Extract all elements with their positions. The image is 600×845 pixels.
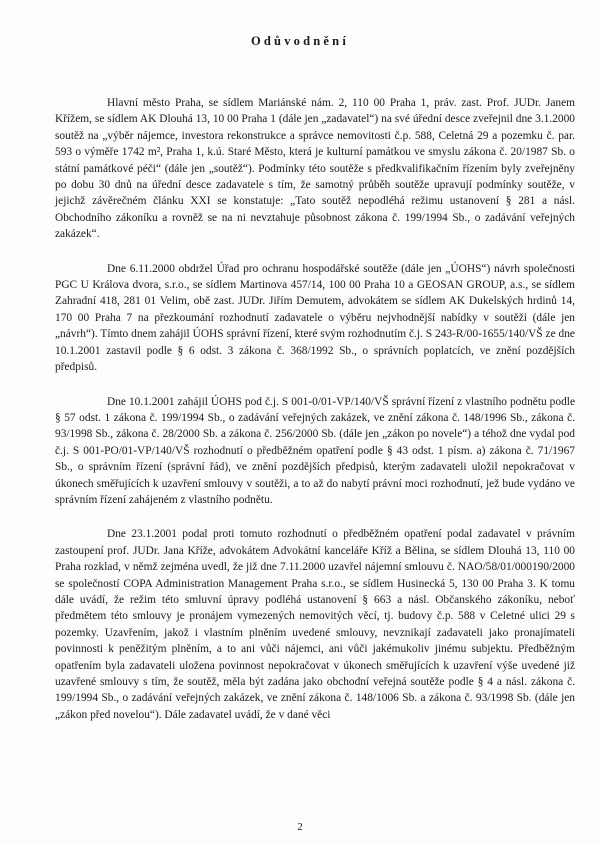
paragraph-3: Dne 10.1.2001 zahájil ÚOHS pod č.j. S 001-0/01-VP/140/VŠ správní řízení z vlastního podnětu podle § 57 odst. 1 zákona č. 199/1994 Sb., o zadávání veřejných zakázek, ve znění zákona č. 148/1996 Sb., zákona č. 93/1998 Sb., zákona č. 28/2000 Sb. a zákona č. 256/2000 Sb. (dále jen „zákon po novele“) a téhož dne vydal pod č.j. S 001-PO/01-VP/140/VŠ rozhodnutí o předběžném opatření podle § 43 odst. 1 písm. a) zákona č. 71/1967 Sb., o správním řízení (správní řád), ve znění pozdějších předpisů, kterým zadavateli uložil nepokračovat v úkonech směřujících k uzavření smlouvy v soutěži, a to až do nabytí právní moci rozhodnutí, jež bude vydáno ve správním řízení zahájeném z vlastního podnětu. (55, 395, 575, 506)
document-body (55, 95, 575, 741)
paragraph-1: Hlavní město Praha, se sídlem Mariánské nám. 2, 110 00 Praha 1, práv. zast. Prof. JUDr. Janem Křížem, se sídlem AK Dlouhá 13, 10 00 Praha 1 (dále jen „zadavatel“) na své úřední desce zveřejnil dne 3.1.2000 soutěž na „výběr nájemce, investora rekonstrukce a správce nemovitosti č.p. 588, Celetná 29 a pozemku č. par. 593 o výměře 1742 m², Praha 1, k.ú. Staré Město, která je kulturní památkou ve smyslu zákona č. 20/1987 Sb. o státní památkové péči“ (dále jen „soutěž“). Podmínky této soutěže s předkvalifikačním řízením byly zveřejněny po dobu 30 dnů na úřední desce zadavatele s tím, že samotný průběh soutěže upravují podmínky soutěže, v jejichž závěrečném článku XXI se konstatuje: „Tato soutěž nepodléhá režimu ustanovení § 281 a násl. Obchodního zákoníku a rovněž se na ni nevztahuje působnost zákona č. 199/1994 Sb., o zadávání veřejných zakázek“. (55, 97, 575, 241)
document-heading: Odůvodnění (250, 34, 349, 48)
paragraph-2: Dne 6.11.2000 obdržel Úřad pro ochranu hospodářské soutěže (dále jen „ÚOHS“) návrh společnosti PGC U Králova dvora, s.r.o., se sídlem Martinova 457/14, 100 00 Praha 10 a GEOSAN GROUP, a.s., se sídlem Zahradní 418, 281 01 Velim, obě zast. JUDr. Jiřím Demutem, advokátem se sídlem AK Dukelských hrdinů 14, 170 00 Praha 7 na přezkoumání rozhodnutí zadavatele o výběru nejvhodnější nabídky v soutěži (dále jen „návrh“). Tímto dnem zahájil ÚOHS správní řízení, které svým rozhodnutím č.j. S 243-R/00-1655/140/VŠ ze dne 10.1.2001 zastavil podle § 6 odst. 3 zákona č. 368/1992 Sb., o správních poplatcích, ve znění pozdějších předpisů. (55, 262, 575, 374)
page-number: 2 (297, 821, 303, 833)
paragraph-4: Dne 23.1.2001 podal proti tomuto rozhodnutí o předběžném opatření podal zadavatel v právním zastoupení prof. JUDr. Jana Kříže, advokátem Advokátní kanceláře Kříž a Bělina, se sídlem Dlouhá 13, 110 00 Praha rozklad, v němž zejména uvedl, že již dne 7.11.2000 uzavřel nájemní smlouvu č. NAO/58/01/000190/2000 se společností COPA Administration Management Praha s.r.o., se sídlem Husinecká 5, 130 00 Praha 3. K tomu dále uvádí, že režim této smluvní úpravy podléhá ustanovení § 663 a násl. Občanského zákoníku, neboť předmětem této smlouvy je pronájem vymezených nemovitých věcí, tj. budovy č.p. 588 v Celetné ulici 29 s pozemky. Uzavřením, jakož i vlastním plněním uvedené smlouvy, nevznikají zadavateli jako pronajímateli povinnosti k peněžitým plněním, a to ani vůči nájemci, ani vůči jakémukoliv jinému subjektu. Předběžným opatřením byla zadavateli uložena povinnost nepokračovat v úkonech směřujících k uzavření výše uvedené již uzavřené smlouvy s tím, že soutěž, měla být zadána jako obchodní veřejná soutěže podle § 4 a násl. zákona č. 199/1994 Sb., o zadávání veřejných zakázek, ve znění zákona č. 148/1006 Sb. a zákona č. 93/1998 Sb. (dále jen „zákon před novelou“). Dále zadavatel uvádí, že v dané věci (55, 528, 575, 721)
